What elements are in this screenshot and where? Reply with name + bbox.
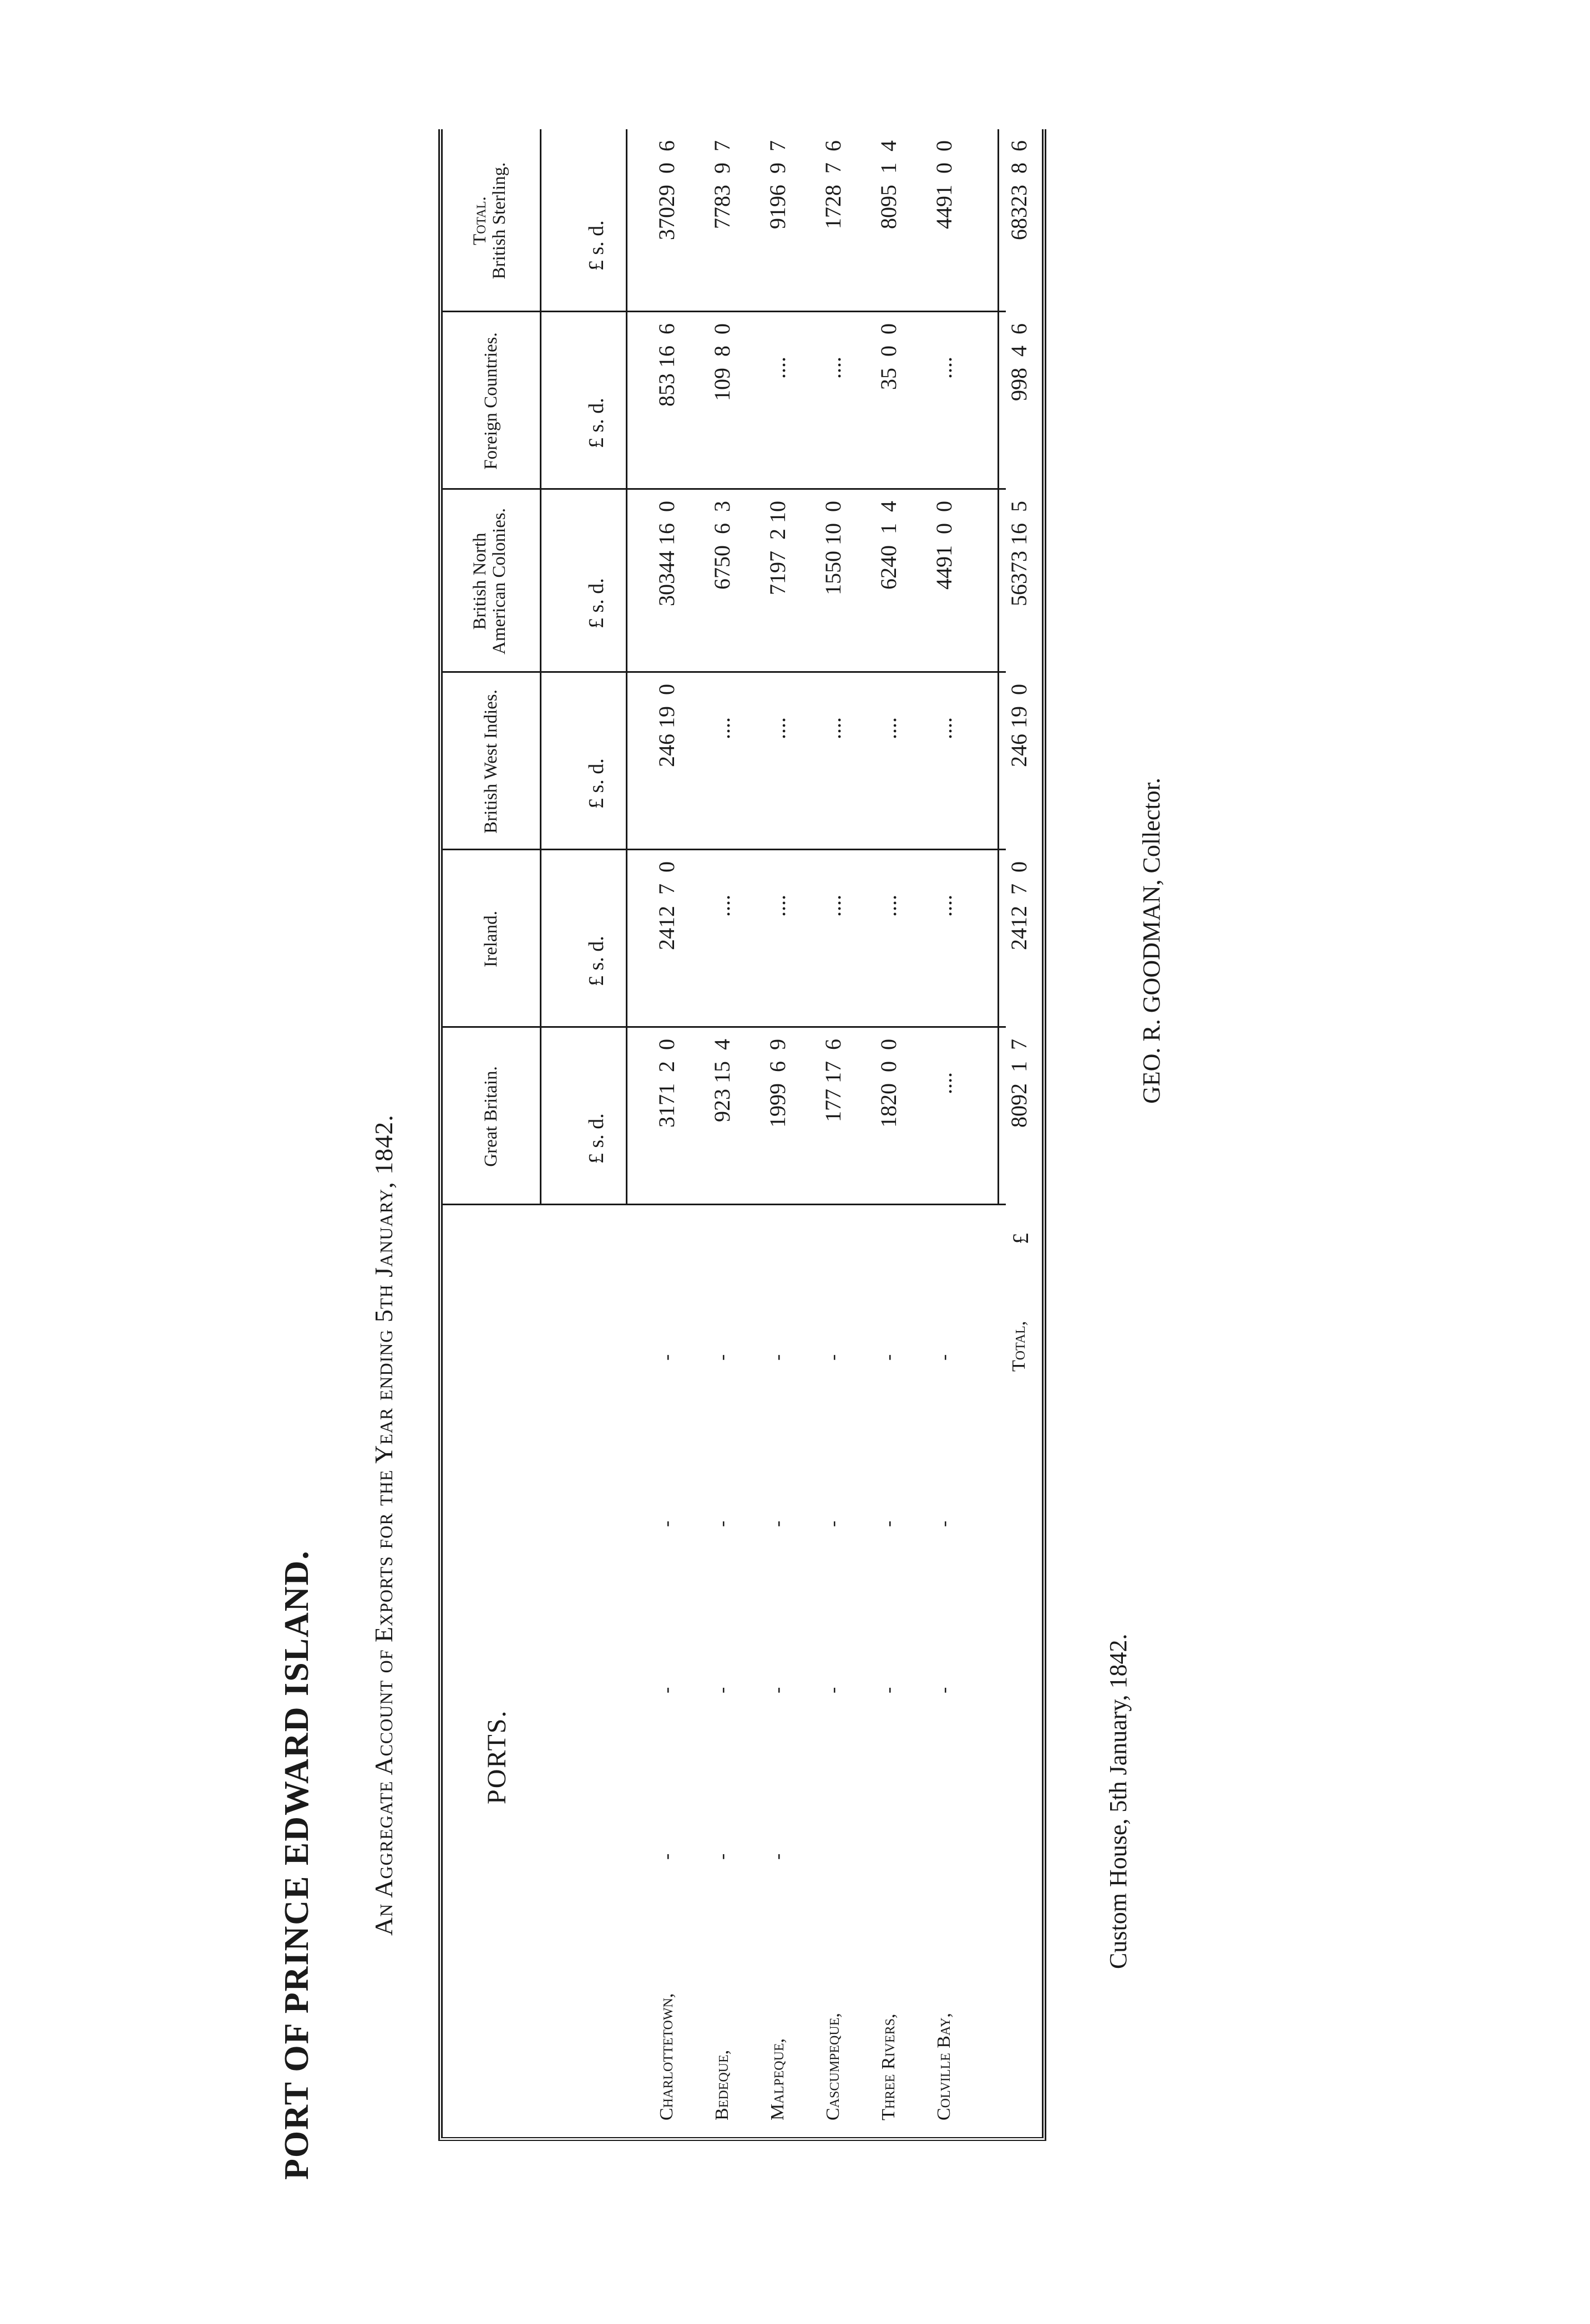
port-name: Charlottetown,: [656, 1993, 677, 2120]
leader-dash: -: [934, 1520, 954, 1527]
currency-unit-header: £ s. d.: [585, 1113, 608, 1164]
total-cell: 8092 1 7: [1006, 1039, 1031, 1128]
collector-signature: GEO. R. GOODMAN, Collector.: [1138, 778, 1165, 1104]
table-cell: 4491 0 0: [931, 140, 956, 229]
ports-column-header: PORTS.: [482, 1709, 512, 1804]
table-cell: ....: [876, 717, 901, 739]
table-cell: 7197 2 10: [765, 501, 790, 595]
table-cell: 4491 0 0: [931, 501, 956, 590]
table-cell: 1999 6 9: [765, 1039, 790, 1128]
leader-dash: -: [823, 1687, 843, 1693]
currency-unit-header: £ s. d.: [585, 758, 608, 809]
leader-dash: -: [656, 1853, 677, 1860]
table-cell: ....: [765, 895, 790, 917]
total-label: Total,: [1009, 1321, 1029, 1372]
column-header-line: British North: [470, 532, 490, 630]
total-rule: [997, 129, 999, 1205]
column-header-line: Total.: [470, 196, 490, 245]
table-cell: 3171 2 0: [654, 1039, 679, 1128]
table-cell: 2412 7 0: [654, 861, 679, 950]
table-cell: ....: [876, 895, 901, 917]
leader-dash: -: [823, 1520, 843, 1527]
column-header-line: British Sterling.: [489, 162, 509, 280]
leader-dash: -: [712, 1687, 732, 1693]
leader-dash: -: [656, 1354, 677, 1361]
currency-unit-header: £ s. d.: [585, 578, 608, 628]
leader-dash: -: [934, 1687, 954, 1693]
port-name: Colville Bay,: [934, 2013, 954, 2120]
leader-dash: -: [823, 1354, 843, 1361]
total-cell: 56373 16 5: [1006, 501, 1031, 606]
leader-dash: -: [934, 1354, 954, 1361]
port-name: Three Rivers,: [878, 2013, 899, 2120]
column-header-total-british-sterling: [470, 135, 509, 307]
table-cell: 923 15 4: [710, 1039, 735, 1122]
table-cell: 30344 16 0: [654, 501, 679, 606]
total-currency: £: [1008, 1233, 1033, 1244]
total-cell: 246 19 0: [1006, 684, 1031, 767]
table-cell: 1550 10 0: [821, 501, 845, 595]
page-title: PORT OF PRINCE EDWARD ISLAND.: [278, 1550, 316, 2180]
column-header-line: Great Britain.: [481, 1066, 501, 1167]
leader-dash: -: [712, 1853, 732, 1860]
table-cell: ....: [710, 717, 735, 739]
currency-unit-header: £ s. d.: [585, 398, 608, 448]
table-cell: ....: [821, 895, 845, 917]
column-header-british-north-american-colonies: [470, 495, 509, 667]
column-rule: [443, 1026, 1006, 1028]
port-name: Bedeque,: [712, 2049, 732, 2120]
table-cell: 35 0 0: [876, 323, 901, 390]
leader-dash: -: [712, 1520, 732, 1527]
column-header-line: American Colonies.: [489, 508, 509, 654]
column-header-foreign-countries: [482, 318, 501, 484]
table-cell: 246 19 0: [654, 684, 679, 767]
column-header-line: Ireland.: [481, 911, 501, 967]
table-cell: ....: [765, 357, 790, 379]
currency-unit-header: £ s. d.: [585, 936, 608, 986]
table-cell: 37029 0 6: [654, 140, 679, 240]
header-rule: [540, 129, 541, 1205]
column-header-ireland: [482, 856, 501, 1022]
table-cell: 109 8 0: [710, 323, 735, 401]
table-cell: ....: [710, 895, 735, 917]
table-cell: 6750 6 3: [710, 501, 735, 590]
total-cell: 68323 8 6: [1006, 140, 1031, 240]
table-cell: ....: [931, 717, 956, 739]
leader-dash: -: [767, 1687, 788, 1693]
leader-dash: -: [878, 1687, 899, 1693]
table-cell: 853 16 6: [654, 323, 679, 407]
table-cell: 6240 1 4: [876, 501, 901, 590]
currency-unit-header: £ s. d.: [585, 220, 608, 271]
column-header-british-west-indies: [482, 678, 501, 845]
leader-dash: -: [656, 1520, 677, 1527]
table-cell: ....: [931, 357, 956, 379]
column-rule: [443, 488, 1006, 490]
leader-dash: -: [767, 1520, 788, 1527]
place-and-date: Custom House, 5th January, 1842.: [1105, 1633, 1132, 1969]
table-cell: 8095 1 4: [876, 140, 901, 229]
table-cell: 9196 9 7: [765, 140, 790, 229]
column-header-line: British West Indies.: [481, 689, 501, 834]
table-cell: ....: [931, 1072, 956, 1094]
total-cell: 2412 7 0: [1006, 861, 1031, 950]
page-subtitle: An Aggregate Account of Exports for the Year ending 5th January, 1842.: [369, 1114, 398, 1936]
leader-dash: -: [878, 1520, 899, 1527]
table-cell: ....: [931, 895, 956, 917]
leader-dash: -: [767, 1354, 788, 1361]
table-cell: ....: [821, 357, 845, 379]
table-cell: 7783 9 7: [710, 140, 735, 229]
column-rule: [443, 311, 1006, 312]
header-rule: [626, 129, 627, 1205]
total-cell: 998 4 6: [1006, 323, 1031, 401]
table-cell: ....: [765, 717, 790, 739]
column-rule: [443, 671, 1006, 673]
leader-dash: -: [656, 1687, 677, 1693]
table-cell: 177 17 6: [821, 1039, 845, 1122]
table-cell: 1728 7 6: [821, 140, 845, 229]
table-cell: ....: [821, 717, 845, 739]
leader-dash: -: [712, 1354, 732, 1361]
column-header-line: Foreign Countries.: [481, 332, 501, 470]
port-name: Cascumpeque,: [823, 2013, 843, 2120]
column-header-great-britain: [482, 1033, 501, 1200]
exports-table: [438, 129, 1046, 2141]
leader-dash: -: [767, 1853, 788, 1860]
column-rule: [443, 1204, 1006, 1205]
leader-dash: -: [878, 1354, 899, 1361]
port-name: Malpeque,: [767, 2038, 788, 2120]
column-rule: [443, 849, 1006, 850]
table-cell: 1820 0 0: [876, 1039, 901, 1128]
